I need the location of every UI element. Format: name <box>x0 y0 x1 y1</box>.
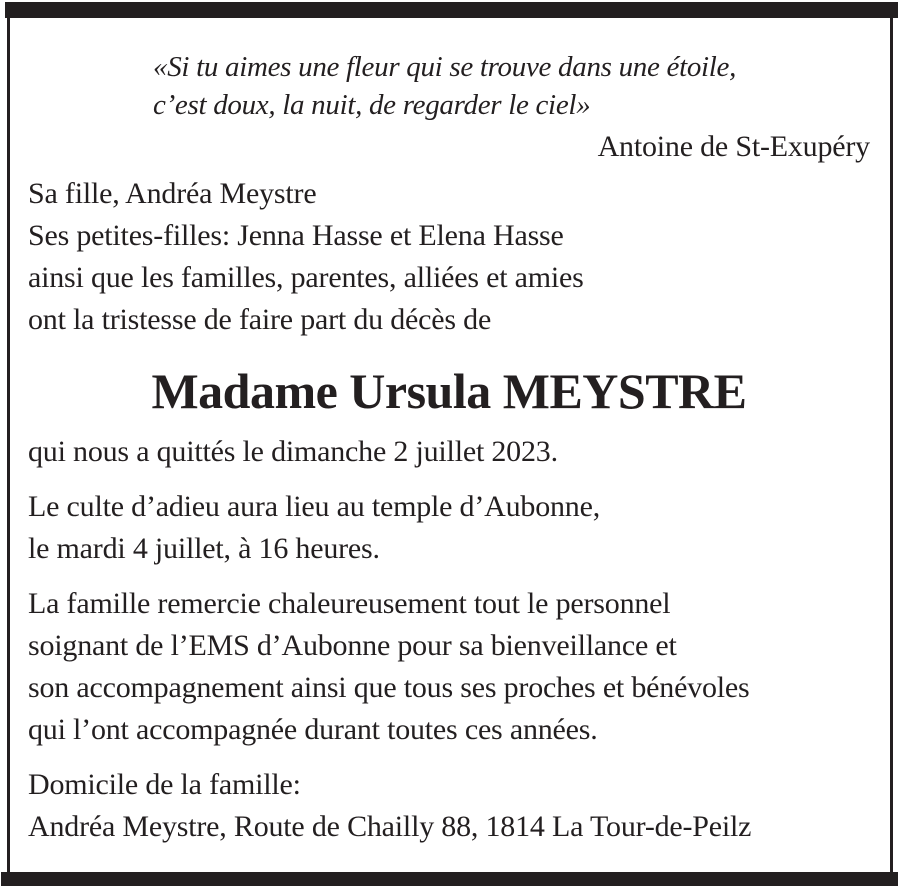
quote-line-2: c’est doux, la nuit, de regarder le ciel» <box>153 89 591 121</box>
thanks-line-1: La famille remercie chaleureusement tout le personnel <box>28 587 671 620</box>
notice-content <box>7 18 893 872</box>
address-value-line: Andréa Meystre, Route de Chailly 88, 1814 La Tour-de-Peilz <box>28 810 752 843</box>
thanks-paragraph <box>28 583 870 751</box>
quote-attribution: Antoine de St-Exupéry <box>597 130 870 163</box>
address-label-line: Domicile de la famille: <box>28 768 301 801</box>
epigraph-quote <box>153 48 870 124</box>
death-date-paragraph <box>28 431 870 473</box>
top-border-bar <box>5 2 898 18</box>
family-announcement <box>28 173 870 341</box>
quote-line-1: «Si tu aimes une fleur qui se trouve dans une étoile, <box>153 51 737 83</box>
ceremony-paragraph <box>28 486 870 570</box>
thanks-line-4: qui l’ont accompagnée durant toutes ces années. <box>28 713 598 746</box>
death-date-line: qui nous a quittés le dimanche 2 juillet 2023. <box>28 435 558 468</box>
announcement-line-families: ainsi que les familles, parentes, alliées et amies <box>28 261 584 294</box>
thanks-line-2: soignant de l’EMS d’Aubonne pour sa bienveillance et <box>28 629 677 662</box>
thanks-line-3: son accompagnement ainsi que tous ses proches et bénévoles <box>28 671 750 704</box>
ceremony-time-line: le mardi 4 juillet, à 16 heures. <box>28 532 380 565</box>
announcement-line-sadness: ont la tristesse de faire part du décès de <box>28 303 492 336</box>
ceremony-place-line: Le culte d’adieu aura lieu au temple d’Aubonne, <box>28 490 601 523</box>
announcement-line-daughter: Sa fille, Andréa Meystre <box>28 177 317 210</box>
family-address-paragraph <box>28 764 870 848</box>
announcement-line-granddaughters: Ses petites-filles: Jenna Hasse et Elena Hasse <box>28 219 564 252</box>
deceased-name-title: Madame Ursula MEYSTRE <box>151 363 747 419</box>
bottom-border-bar <box>1 872 898 886</box>
